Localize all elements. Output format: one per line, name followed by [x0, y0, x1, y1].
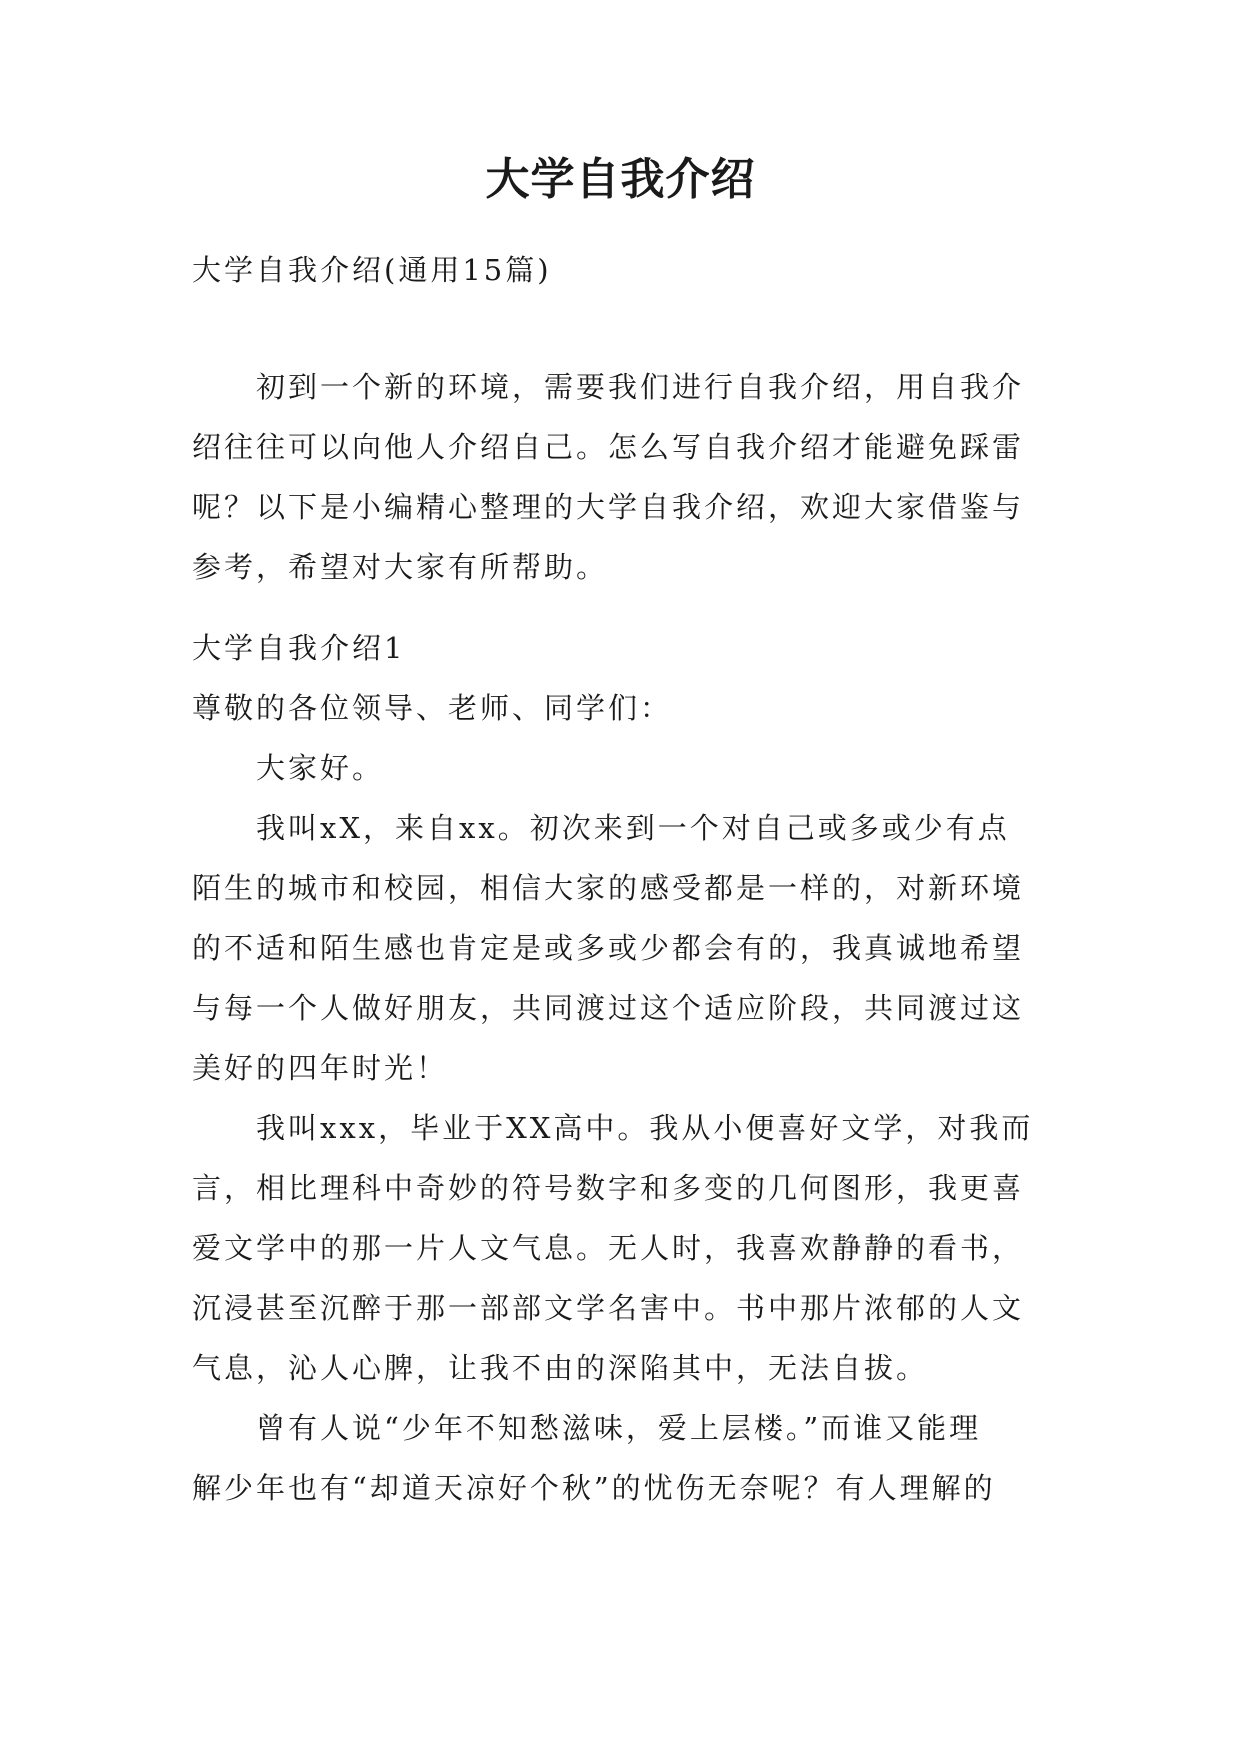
- paragraph-1-line: 的不适和陌生感也肯定是或多或少都会有的，我真诚地希望: [192, 931, 1025, 965]
- paragraph-2-line: 气息，沁人心脾，让我不由的深陷其中，无法自拔。: [192, 1351, 929, 1385]
- intro-line: 初到一个新的环境，需要我们进行自我介绍，用自我介: [256, 370, 1025, 404]
- paragraph-1-line: 陌生的城市和校园，相信大家的感受都是一样的，对新环境: [192, 871, 1025, 905]
- section-heading: 大学自我介绍1: [192, 631, 406, 665]
- paragraph-3-line: 曾有人说“少年不知愁滋味，爱上层楼。”而谁又能理: [256, 1411, 982, 1445]
- document-subtitle: [192, 240, 1062, 300]
- section-1: [192, 618, 1062, 1518]
- paragraph-2-line: 言，相比理科中奇妙的符号数字和多变的几何图形，我更喜: [192, 1171, 1025, 1205]
- subtitle-line: 大学自我介绍(通用15篇): [192, 253, 552, 287]
- intro-line: 绍往往可以向他人介绍自己。怎么写自我介绍才能避免踩雷: [192, 430, 1025, 464]
- intro-line: 参考，希望对大家有所帮助。: [192, 550, 609, 584]
- paragraph-2-line: 沉浸甚至沉醉于那一部部文学名害中。书中那片浓郁的人文: [192, 1291, 1025, 1325]
- paragraph-1-line: 与每一个人做好朋友，共同渡过这个适应阶段，共同渡过这: [192, 991, 1025, 1025]
- intro-line: 呢？以下是小编精心整理的大学自我介绍，欢迎大家借鉴与: [192, 490, 1025, 524]
- paragraph-2-line: 我叫xxx，毕业于XX高中。我从小便喜好文学，对我而: [256, 1111, 1034, 1145]
- document-title: 大学自我介绍: [485, 154, 756, 205]
- salutation: 尊敬的各位领导、老师、同学们：: [192, 691, 673, 725]
- paragraph-2-line: 爱文学中的那一片人文气息。无人时，我喜欢静静的看书，: [192, 1231, 1025, 1265]
- paragraph-1-line: 美好的四年时光！: [192, 1051, 449, 1085]
- greeting: 大家好。: [256, 751, 385, 785]
- intro-paragraph: [192, 357, 1062, 597]
- paragraph-1-line: 我叫xX，来自xx。初次来到一个对自己或多或少有点: [256, 811, 1010, 845]
- paragraph-3-line: 解少年也有“却道天凉好个秋”的忧伤无奈呢？有人理解的: [192, 1471, 996, 1505]
